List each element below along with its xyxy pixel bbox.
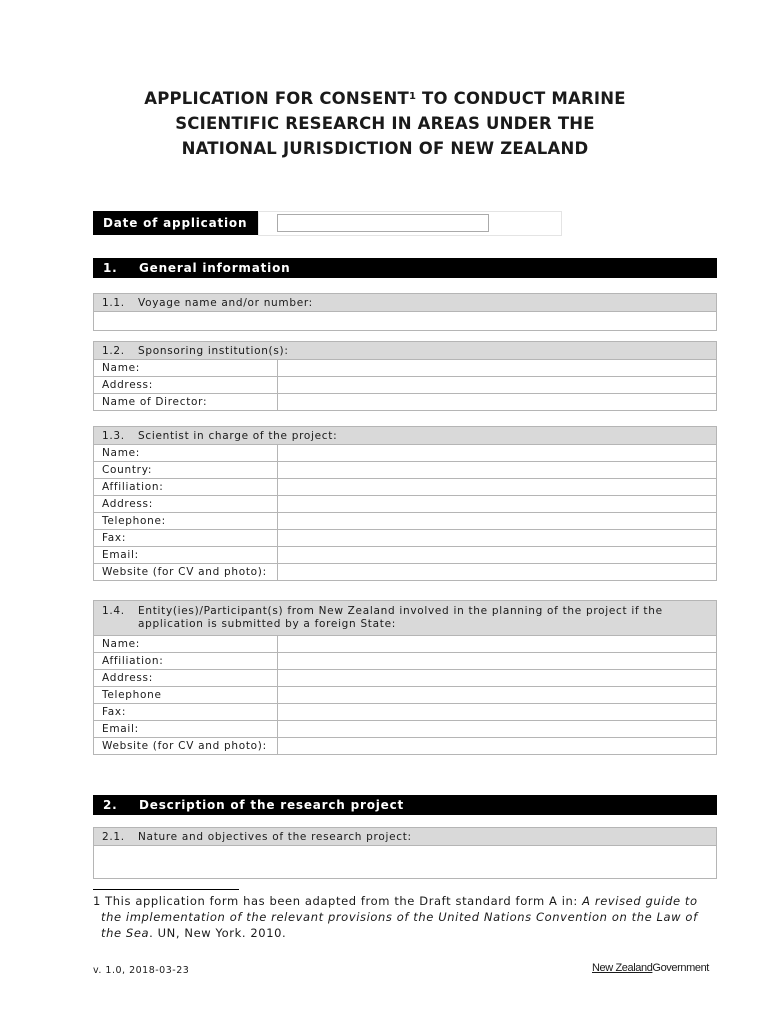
footnote-separator	[93, 889, 239, 890]
field-label: Website (for CV and photo):	[94, 738, 278, 755]
scientist-in-charge-table: 1.3. Scientist in charge of the project: Name: Country: Affiliation: Address: Telephone: Fax: Email: Website (for CV and photo):	[93, 426, 717, 581]
scientist-website-field[interactable]	[278, 564, 717, 581]
voyage-name-table: 1.1. Voyage name and/or number:	[93, 293, 717, 331]
sponsor-name-field[interactable]	[278, 360, 717, 377]
field-label: Email:	[94, 721, 278, 738]
field-label: Address:	[94, 377, 278, 394]
date-of-application-input[interactable]	[277, 214, 489, 232]
field-label: Address:	[94, 670, 278, 687]
field-label: Telephone:	[94, 513, 278, 530]
field-label: Fax:	[94, 704, 278, 721]
field-label: Name of Director:	[94, 394, 278, 411]
scientist-name-field[interactable]	[278, 445, 717, 462]
nz-participants-table: 1.4. Entity(ies)/Participant(s) from New Zealand involved in the planning of the project if the application is submitted by a foreign State: Name: Affiliation: Address: Telephone Fax: Email: Website (for CV and photo):	[93, 600, 717, 755]
document-title: APPLICATION FOR CONSENT$^1$ TO CONDUCT MARINE SCIENTIFIC RESEARCH IN AREAS UNDER THE NATIONAL JURISDICTION OF NEW ZEALAND	[144, 89, 626, 158]
field-label: Name:	[94, 636, 278, 653]
scientist-email-field[interactable]	[278, 547, 717, 564]
field-label: Name:	[94, 360, 278, 377]
voyage-name-label: Voyage name and/or number:	[138, 296, 313, 309]
field-label: Country:	[94, 462, 278, 479]
date-field-container	[258, 211, 562, 236]
field-label: Website (for CV and photo):	[94, 564, 278, 581]
scientist-affiliation-field[interactable]	[278, 479, 717, 496]
field-label: Affiliation:	[94, 479, 278, 496]
field-label: Fax:	[94, 530, 278, 547]
footnote: 1 This application form has been adapted from the Draft standard form A in: A revised guide to the implementation of the relevant provisions of the United Nations Convention on the Law of the Sea. UN, New York. 2010.	[93, 894, 698, 940]
footnote-ref[interactable]: 1	[408, 91, 417, 102]
participant-telephone-field[interactable]	[278, 687, 717, 704]
voyage-name-field[interactable]	[94, 312, 717, 331]
field-label: Affiliation:	[94, 653, 278, 670]
field-label: Name:	[94, 445, 278, 462]
participant-affiliation-field[interactable]	[278, 653, 717, 670]
research-objectives-table: 2.1. Nature and objectives of the research project:	[93, 827, 717, 879]
field-label: Email:	[94, 547, 278, 564]
participant-website-field[interactable]	[278, 738, 717, 755]
version-label: v. 1.0, 2018-03-23	[93, 965, 190, 976]
date-of-application-label: Date of application	[93, 211, 258, 235]
field-label: Telephone	[94, 687, 278, 704]
nz-government-logo: New ZealandGovernment	[592, 962, 709, 974]
scientist-fax-field[interactable]	[278, 530, 717, 547]
participant-address-field[interactable]	[278, 670, 717, 687]
section-1-header: 1. General information	[93, 258, 717, 278]
section-2-header: 2. Description of the research project	[93, 795, 717, 815]
field-label: Address:	[94, 496, 278, 513]
participant-name-field[interactable]	[278, 636, 717, 653]
research-objectives-field[interactable]	[94, 846, 717, 879]
scientist-country-field[interactable]	[278, 462, 717, 479]
scientist-telephone-field[interactable]	[278, 513, 717, 530]
participant-email-field[interactable]	[278, 721, 717, 738]
participant-fax-field[interactable]	[278, 704, 717, 721]
sponsor-address-field[interactable]	[278, 377, 717, 394]
sponsor-director-field[interactable]	[278, 394, 717, 411]
scientist-address-field[interactable]	[278, 496, 717, 513]
sponsoring-institution-table: 1.2. Sponsoring institution(s): Name: Address: Name of Director:	[93, 341, 717, 411]
